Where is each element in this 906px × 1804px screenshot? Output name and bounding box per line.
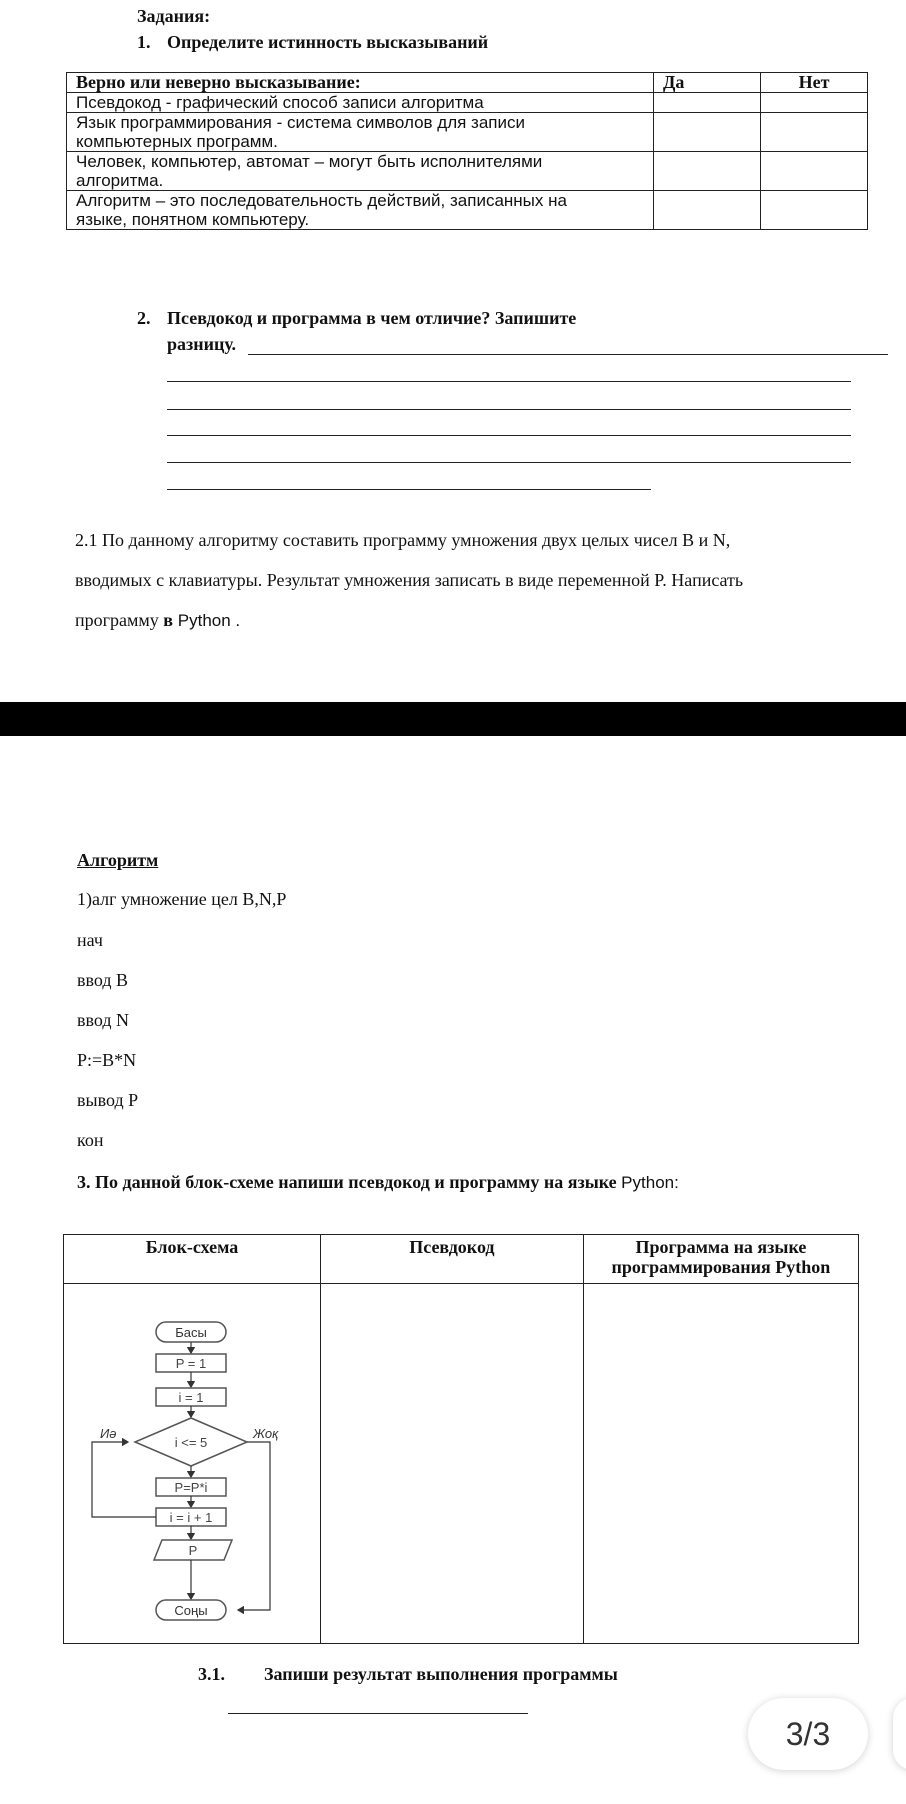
algorithm-line: ввод B: [77, 970, 129, 990]
no-cell[interactable]: [761, 152, 868, 191]
yes-cell[interactable]: [654, 93, 761, 113]
algorithm-line: ввод N: [77, 1010, 130, 1030]
statement-text: Алгоритм – это последовательность действий, записанных на: [76, 191, 567, 210]
yes-cell[interactable]: [654, 152, 761, 191]
task21-line3: программу в Python .: [75, 610, 241, 630]
answer-line[interactable]: [167, 489, 651, 490]
col-no: Нет: [761, 73, 868, 93]
col-yes: Да: [654, 73, 761, 93]
output-label: P: [188, 1543, 198, 1558]
step2-label: i = 1: [178, 1390, 204, 1405]
statement-text-cont: языке, понятном компьютеру.: [76, 210, 310, 229]
task21-line2: вводимых с клавиатуры. Результат умножения записать в виде переменной P. Написать: [75, 570, 744, 590]
algorithm-line: P:=B*N: [77, 1050, 137, 1070]
flowchart-cell: [64, 1284, 321, 1644]
answer-line[interactable]: [248, 354, 888, 355]
task1-number: 1.: [137, 32, 151, 52]
algorithm-title: Алгоритм: [77, 850, 159, 870]
col-python: Программа на языке программирования Python: [583, 1235, 858, 1284]
truth-table-header: [67, 73, 868, 93]
tasks-label: Задания:: [137, 6, 211, 26]
task2-question: Псевдокод и программа в чем отличие? Запишите: [167, 308, 577, 328]
task2-number: 2.: [137, 308, 151, 328]
step1-label: P = 1: [175, 1356, 207, 1371]
flowchart-table: [63, 1234, 859, 1644]
col-pseudocode: Псевдокод: [320, 1235, 583, 1284]
next-page-edge[interactable]: [893, 1698, 906, 1770]
yes-branch-label: Иә: [100, 1426, 117, 1441]
answer-line[interactable]: [167, 462, 851, 463]
task21-line1: 2.1 По данному алгоритму составить программу умножения двух целых чисел B и N,: [75, 530, 731, 550]
answer-line[interactable]: [167, 381, 851, 382]
no-cell[interactable]: [761, 191, 868, 230]
truth-table: [66, 72, 868, 230]
no-cell[interactable]: [761, 93, 868, 113]
flowchart-table-header: [64, 1235, 859, 1284]
condition-label: i <= 5: [174, 1435, 208, 1450]
exit-arrow: [238, 1442, 270, 1610]
col-flowchart: Блок-схема: [64, 1235, 321, 1284]
page-separator: [0, 702, 906, 736]
statement-text: Человек, компьютер, автомат – могут быть исполнителями: [76, 152, 543, 171]
end-label: Соңы: [174, 1603, 208, 1618]
pseudocode-cell[interactable]: [320, 1284, 583, 1644]
table-row: [67, 113, 868, 152]
task31-number: 3.1.: [198, 1664, 225, 1684]
yes-cell[interactable]: [654, 191, 761, 230]
task31-text: Запиши результат выполнения программы: [264, 1664, 618, 1684]
start-label: Басы: [175, 1325, 207, 1340]
answer-line[interactable]: [228, 1713, 528, 1714]
task3-title: 3. По данной блок-схеме напиши псевдокод и программу на языке Python:: [77, 1172, 679, 1192]
no-cell[interactable]: [761, 113, 868, 152]
step4-label: i = i + 1: [169, 1510, 213, 1525]
statement-text: Псевдокод - графический способ записи алгоритма: [76, 93, 484, 112]
table-row: [67, 191, 868, 230]
answer-line[interactable]: [167, 435, 851, 436]
algorithm-line: нач: [77, 930, 103, 950]
algorithm-line: вывод P: [77, 1090, 139, 1110]
task1-title: Определите истинность высказываний: [167, 32, 489, 52]
col-statement: Верно или неверно высказывание:: [67, 73, 654, 93]
yes-cell[interactable]: [654, 113, 761, 152]
page-counter: 3/3: [748, 1698, 868, 1770]
task2-answer-label: разницу.: [167, 334, 237, 354]
table-row: [64, 1284, 859, 1644]
no-branch-label: Жоқ: [253, 1426, 279, 1441]
flowchart: [64, 1284, 319, 1638]
worksheet-page-top: [0, 0, 906, 702]
answer-line[interactable]: [167, 409, 851, 410]
statement-text-cont: алгоритма.: [76, 171, 164, 190]
statement-text: Язык программирования - система символов для записи: [76, 113, 525, 132]
step3-label: P=P*i: [174, 1480, 208, 1495]
algorithm-line: кон: [77, 1130, 104, 1150]
statement-text-cont: компьютерных программ.: [76, 132, 278, 151]
algorithm-line: 1)алг умножение цел B,N,P: [77, 889, 287, 909]
table-row: [67, 93, 868, 113]
table-row: [67, 152, 868, 191]
loop-arrow: [92, 1442, 156, 1517]
python-cell[interactable]: [583, 1284, 858, 1644]
